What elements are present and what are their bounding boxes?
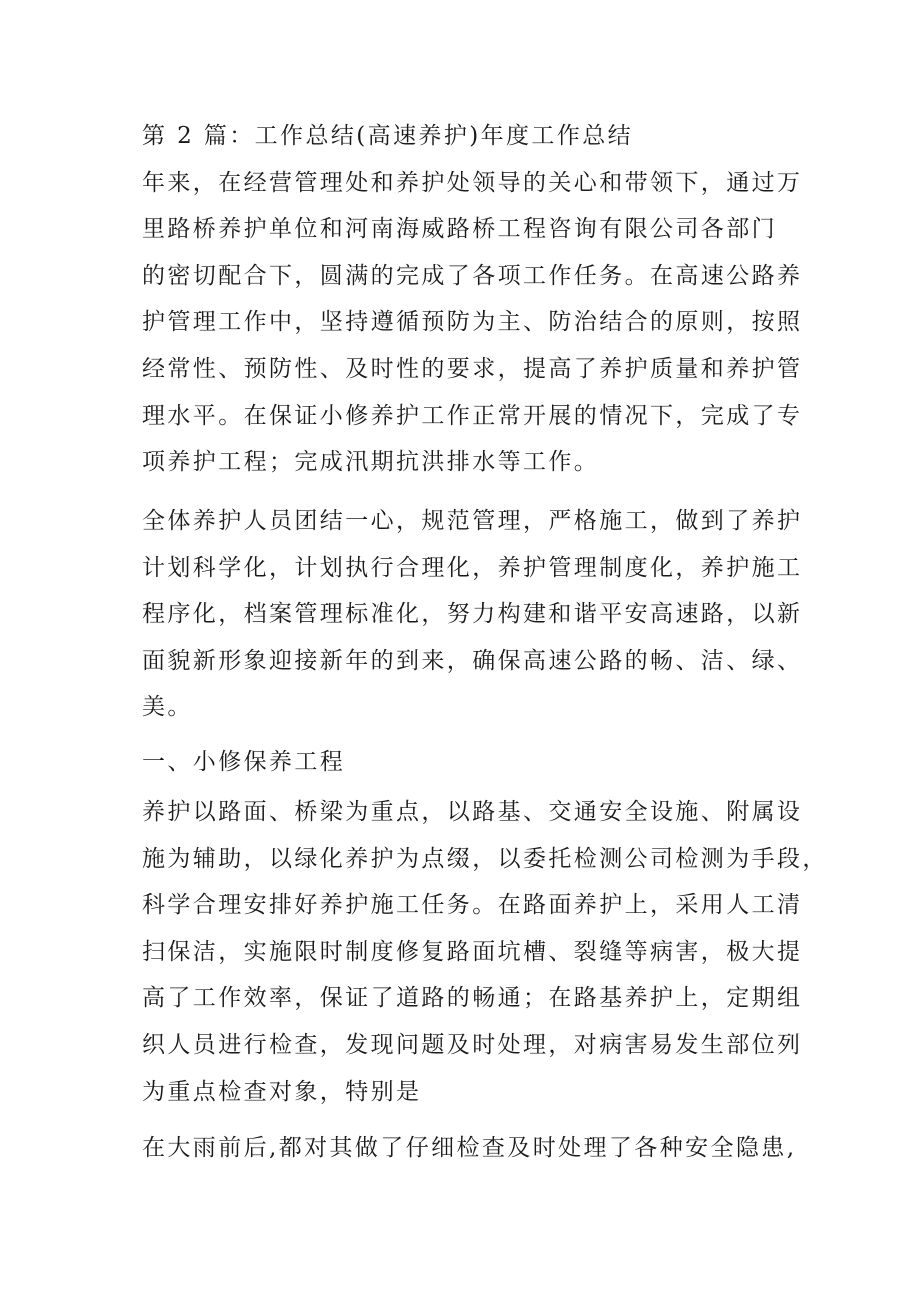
body-line: 养护以路面、桥梁为重点，以路基、交通安全设施、附属设 — [142, 799, 803, 825]
body-line: 程序化，档案管理标准化，努力构建和谐平安高速路，以新 — [142, 601, 803, 627]
body-line: 美。 — [142, 694, 193, 720]
body-line: 在大雨前后,都对其做了仔细检查及时处理了各种安全隐患, — [142, 1135, 797, 1161]
section-heading: 一、小修保养工程 — [142, 749, 346, 775]
body-line: 理水平。在保证小修养护工作正常开展的情况下，完成了专 — [142, 403, 803, 429]
body-line: 高了工作效率，保证了道路的畅通；在路基养护上，定期组 — [142, 985, 803, 1011]
body-line: 年来，在经营管理处和养护处领导的关心和带领下，通过万 — [142, 170, 803, 196]
body-line: 的密切配合下，圆满的完成了各项工作任务。在高速公路养 — [142, 263, 803, 289]
body-line: 全体养护人员团结一心，规范管理，严格施工，做到了养护 — [142, 508, 803, 534]
body-line: 项养护工程；完成汛期抗洪排水等工作。 — [142, 449, 600, 475]
body-line: 扫保洁，实施限时制度修复路面坑槽、裂缝等病害，极大提 — [142, 939, 803, 965]
document-title: 第 2 篇：工作总结(高速养护)年度工作总结 — [142, 123, 634, 149]
body-line: 面貌新形象迎接新年的到来，确保高速公路的畅、洁、绿、 — [142, 648, 803, 674]
body-line: 里路桥养护单位和河南海威路桥工程咨询有限公司各部门 — [142, 216, 777, 242]
body-line: 计划科学化，计划执行合理化，养护管理制度化，养护施工 — [142, 555, 803, 581]
body-line: 施为辅助，以绿化养护为点缀，以委托检测公司检测为手段， — [142, 846, 828, 872]
body-line: 织人员进行检查，发现问题及时处理，对病害易发生部位列 — [142, 1032, 803, 1058]
body-line: 经常性、预防性、及时性的要求，提高了养护质量和养护管 — [142, 356, 803, 382]
body-line: 科学合理安排好养护施工任务。在路面养护上，采用人工清 — [142, 892, 803, 918]
body-line: 护管理工作中，坚持遵循预防为主、防治结合的原则，按照 — [142, 309, 803, 335]
body-line: 为重点检查对象，特别是 — [142, 1079, 422, 1105]
